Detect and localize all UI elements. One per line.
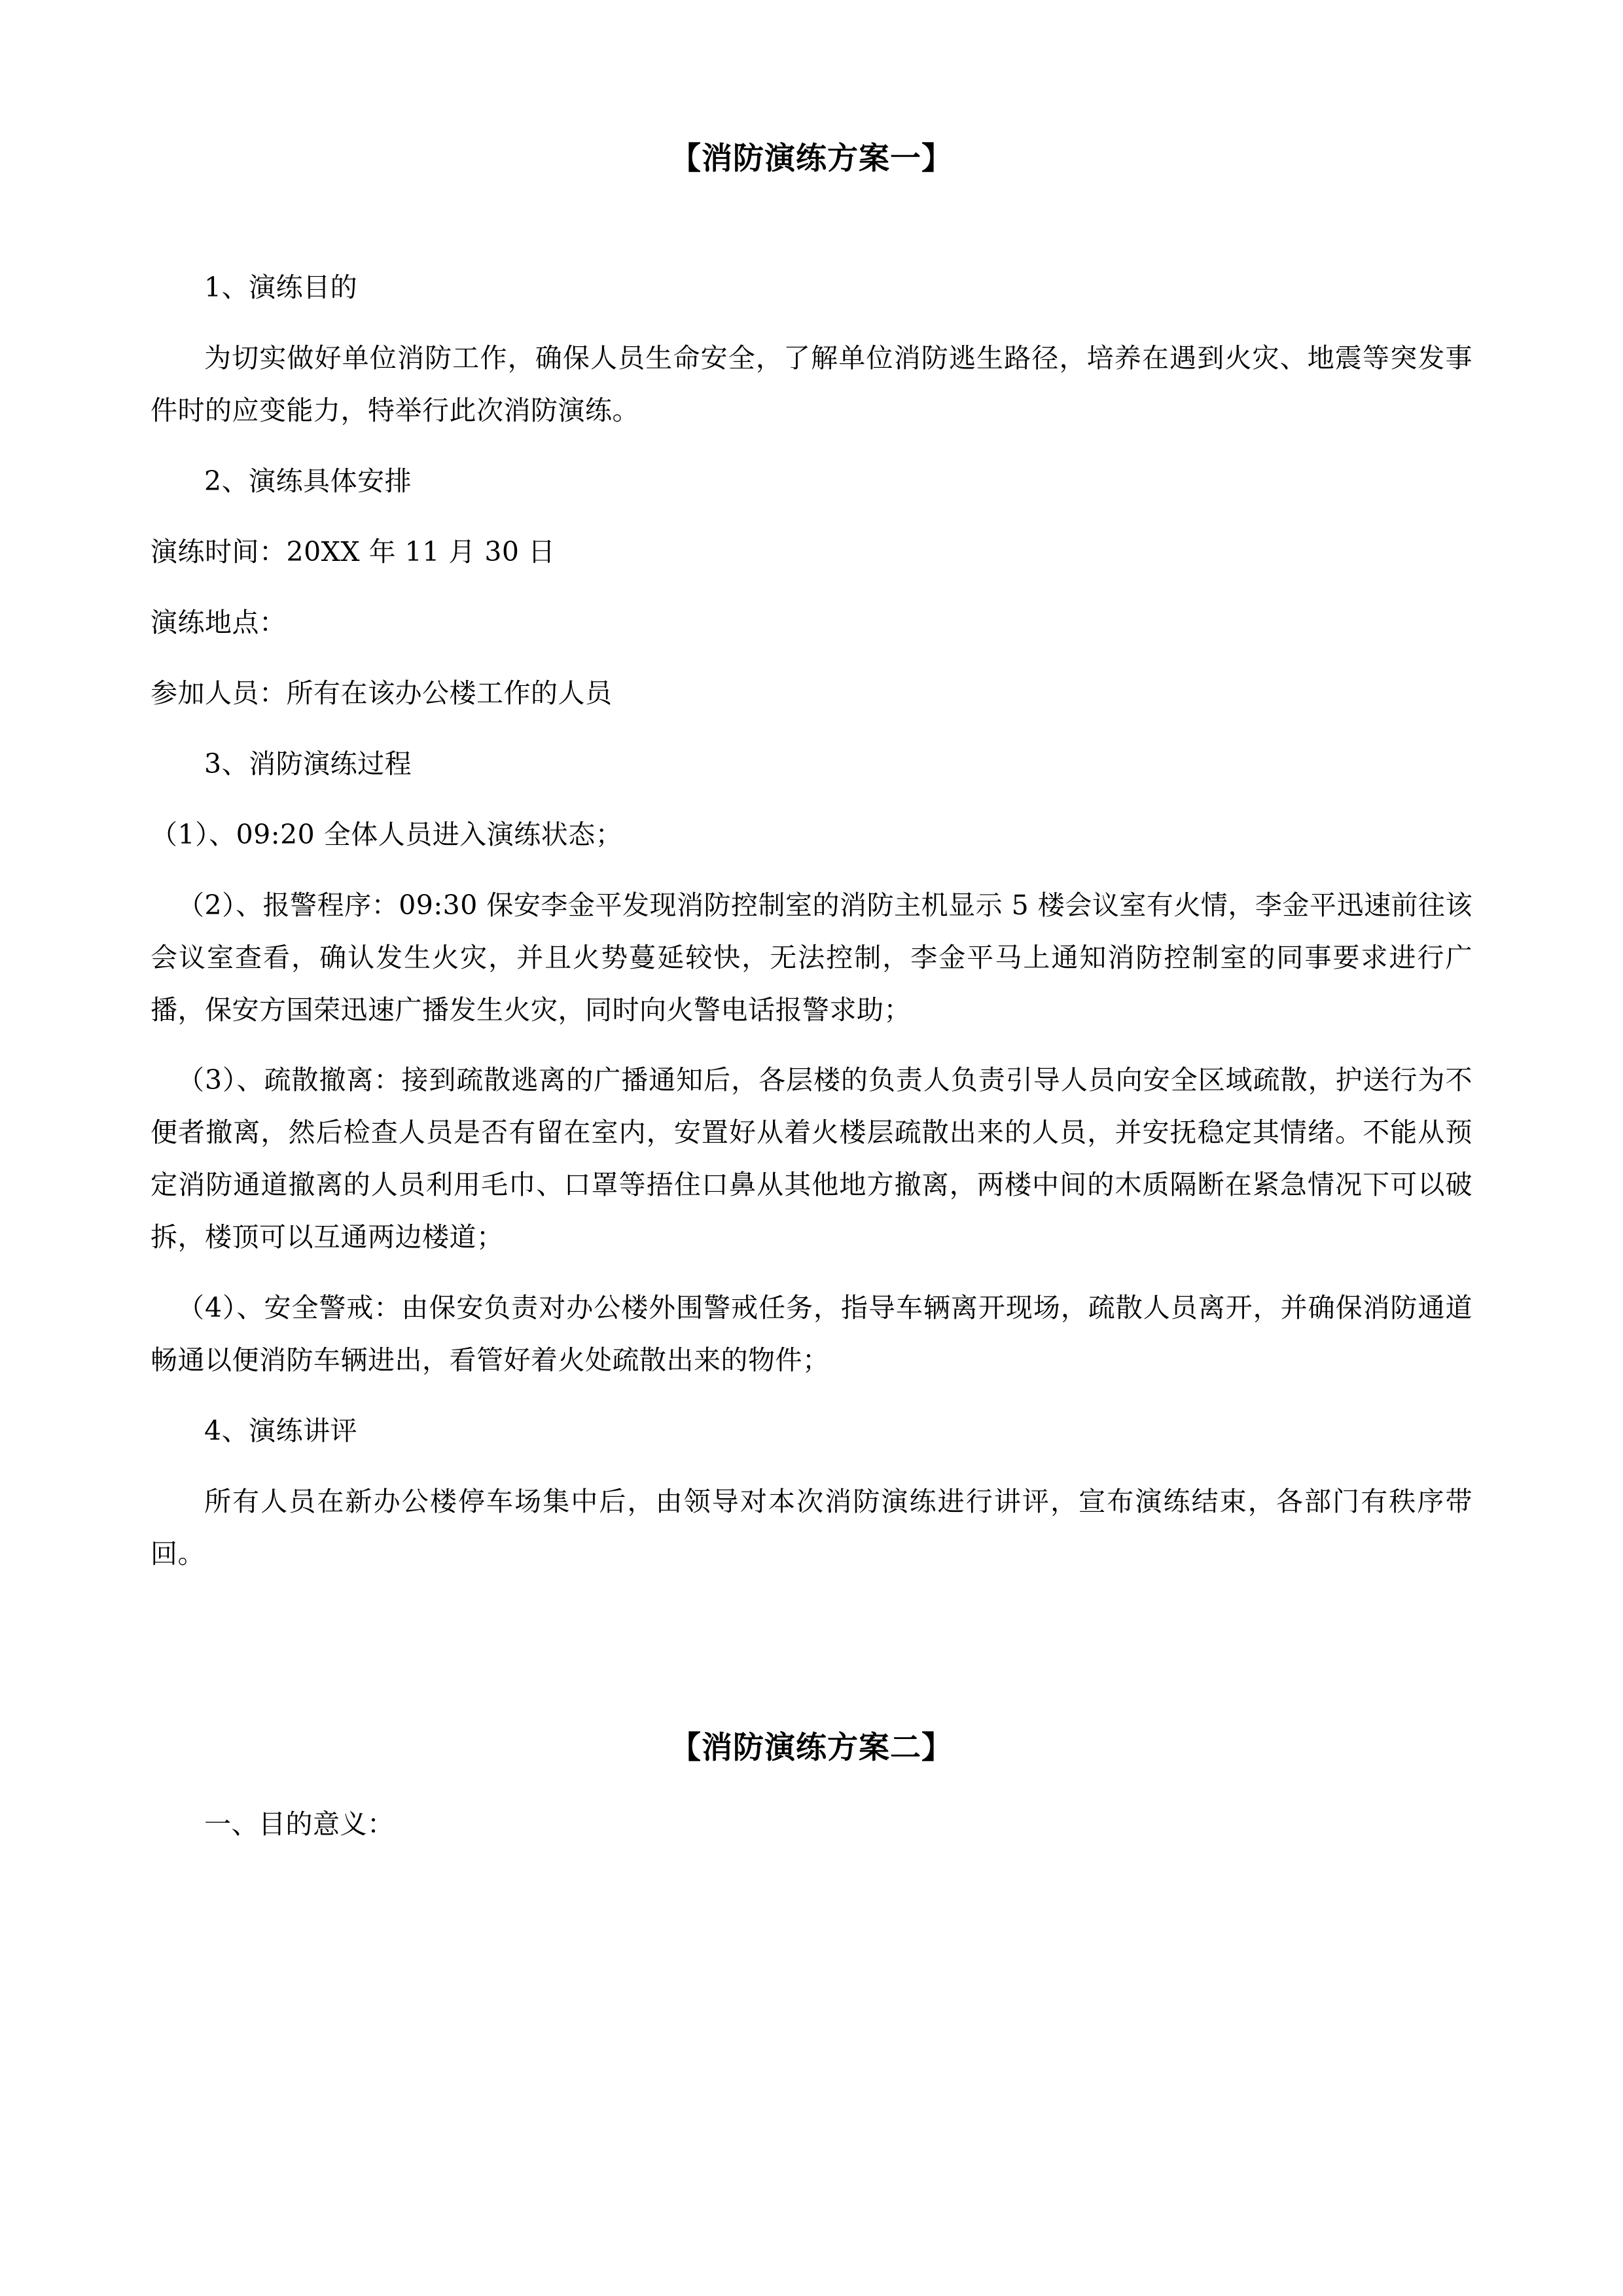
section-two-body — [151, 1799, 1472, 1851]
title-spacer — [151, 183, 1472, 262]
process-step-3: （3）、疏散撤离：接到疏散逃离的广播通知后，各层楼的负责人负责引导人员向安全区域疏散，护送行为不便者撤离，然后检查人员是否有留在室内，安置好从着火楼层疏散出来的人员，并安抚稳定其情绪。不能从预定消防通道撤离的人员利用毛巾、口罩等捂住口鼻从其他地方撤离，两楼中间的木质隔断在紧急情况下可以破拆，楼顶可以互通两边楼道； — [151, 1064, 1472, 1253]
process-step-2: （2）、报警程序：09:30 保安李金平发现消防控制室的消防主机显示 5 楼会议室有火情，李金平迅速前往该会议室查看，确认发生火灾，并且火势蔓延较快，无法控制，李金平马上通知消防控制室的同事要求进行广播，保安方国荣迅速广播发生火灾，同时向火警电话报警求助； — [151, 889, 1472, 1026]
field-drill-time: 演练时间：20XX 年 11 月 30 日 — [151, 535, 556, 567]
heading-review: 4、演练讲评 — [204, 1415, 358, 1447]
field-drill-location: 演练地点： — [151, 606, 287, 638]
paragraph-review-body: 所有人员在新办公楼停车场集中后，由领导对本次消防演练进行讲评，宣布演练结束，各部门有秩序带回。 — [151, 1486, 1472, 1570]
heading-arrangement: 2、演练具体安排 — [204, 465, 412, 497]
process-step-1: （1）、09:20 全体人员进入演练状态； — [151, 818, 623, 850]
field-participants: 参加人员：所有在该办公楼工作的人员 — [151, 677, 613, 709]
paragraph-purpose-body: 为切实做好单位消防工作，确保人员生命安全，了解单位消防逃生路径，培养在遇到火灾、地震等突发事件时的应变能力，特举行此次消防演练。 — [151, 342, 1472, 427]
process-step-4: （4）、安全警戒：由保安负责对办公楼外围警戒任务，指导车辆离开现场，疏散人员离开，并确保消防通道畅通以便消防车辆进出，看管好着火处疏散出来的物件； — [151, 1292, 1472, 1376]
page-title: 【消防演练方案一】 — [670, 141, 953, 177]
heading-significance: 一、目的意义： — [204, 1808, 395, 1840]
section-two-title: 【消防演练方案二】 — [670, 1729, 953, 1766]
section-one-body — [151, 262, 1472, 1581]
heading-purpose: 1、演练目的 — [204, 272, 358, 304]
heading-process: 3、消防演练过程 — [204, 747, 412, 780]
section-spacer — [151, 1599, 1472, 1723]
